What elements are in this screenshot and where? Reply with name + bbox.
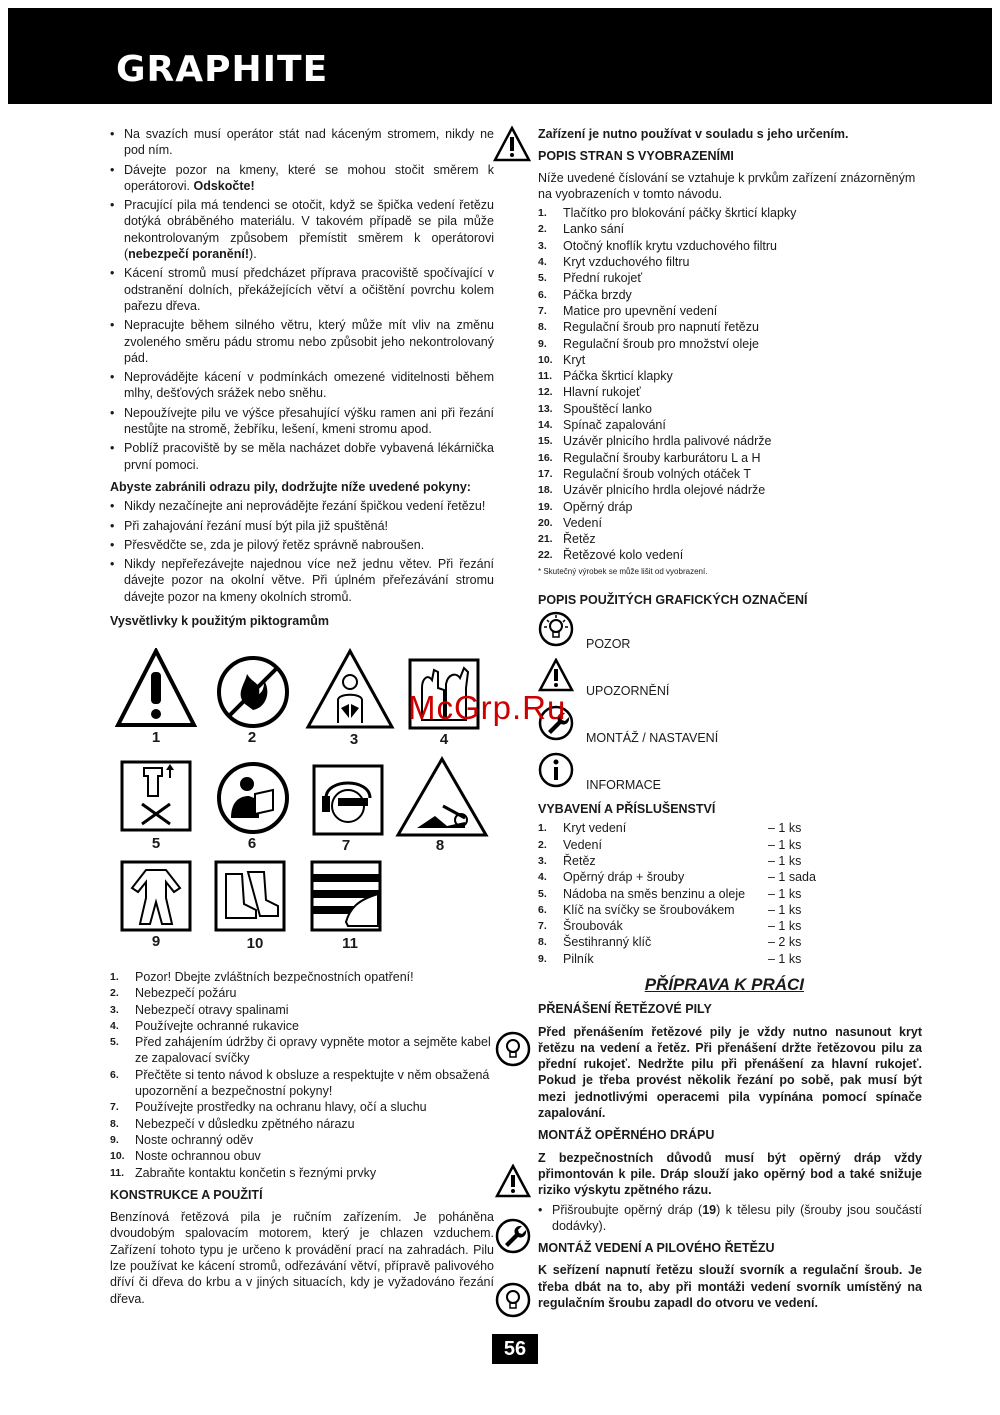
list-item: • Neprovádějte kácení v podmínkách omezené viditelnosti během mlhy, dešťových srážek nebo sněhu. xyxy=(110,369,494,402)
pictogram-label: 5 xyxy=(151,835,161,852)
transport-text: Před přenášením řetězové pily je vždy nutno nasunout kryt řetězu na vedení a řetěz. Při přenášení držte řetězovou pilu za přední rukojeť. Nedržte pilu při přenášení za hlavní rukojeť. Pokud je třeba provést několik řezání po sobě, pak musí být mezi jednotlivými operacemi pila vypínána pomocí spínače zapalování. xyxy=(538,1024,922,1121)
brand-logo: GRAPHITE xyxy=(116,49,329,90)
pictogram-label: 2 xyxy=(247,729,257,746)
lightbulb-icon xyxy=(538,611,574,647)
section-title: PŘÍPRAVA K PRÁCI xyxy=(644,974,804,994)
pictogram-heading: Vysvětlivky k použitým piktogramům xyxy=(110,614,330,629)
list-item: 4. Kryt vzduchového filtru xyxy=(538,255,690,270)
list-item: 1. Pozor! Dbejte zvláštních bezpečnostních opatření! xyxy=(110,970,414,984)
accessories-heading: VYBAVENÍ A PŘÍSLUŠENSTVÍ xyxy=(538,802,716,817)
spark-plug-icon xyxy=(120,760,192,832)
transport-heading: PŘENÁŠENÍ ŘETĚZOVÉ PILY xyxy=(538,1002,712,1017)
konstrukce-heading: KONSTRUKCE A POUŽITÍ xyxy=(110,1187,263,1202)
read-manual-icon xyxy=(215,760,291,836)
list-item: 7. Používejte prostředky na ochranu hlavy, očí a sluchu xyxy=(110,1100,427,1115)
list-item: • Nepoužívejte pilu ve výšce přesahující výšku ramen ani při řezání nestůjte na stromě, žebříku, lešení, kmeni stromu apod. xyxy=(110,405,494,438)
symbol-label: UPOZORNĚNÍ xyxy=(586,684,670,699)
popis-heading: POPIS STRAN S VYOBRAZENÍMI xyxy=(538,149,734,164)
table-row: 3. Řetěz – 1 ks xyxy=(538,853,802,868)
list-item: • Přesvědčte se, zda je pilový řetěz správně nabroušen. xyxy=(110,537,494,553)
caution-icon xyxy=(495,1164,531,1198)
list-item: • Na svazích musí operátor stát nad káceným stromem, nikdy ne pod ním. xyxy=(110,126,494,159)
pictogram-label: 11 xyxy=(342,935,358,952)
list-item: 9. Regulační šroub pro množství oleje xyxy=(538,336,759,351)
header-bar xyxy=(8,8,992,104)
pictogram-label: 10 xyxy=(246,935,264,952)
symbol-label: MONTÁŽ / NASTAVENÍ xyxy=(586,731,719,746)
list-item: • Dávejte pozor na kmeny, které se mohou stočit směrem k operátorovi. Odskočte! xyxy=(110,162,494,195)
list-item: • Kácení stromů musí předcházet příprava pracoviště spočívající v odstranění dolních, překážejících větví a očištění povrchu kolem pařezu dřeva. xyxy=(110,265,494,314)
page-number: 56 xyxy=(492,1334,538,1364)
table-row: 5. Nádoba na směs benzinu a oleje – 1 ks xyxy=(538,886,802,901)
watermark: McGrp.Ru xyxy=(408,689,567,726)
left-column xyxy=(110,126,494,632)
claw-bullets xyxy=(538,1202,922,1235)
lightbulb-icon xyxy=(495,1282,531,1318)
symbol-row xyxy=(538,658,922,705)
list-item: 8. Nebezpečí v důsledku zpětného nárazu xyxy=(110,1116,355,1131)
list-item: 14. Spínač zapalování xyxy=(538,418,666,433)
list-item: • Poblíž pracoviště by se měla nacházet dobře vybavená lékárnička první pomoci. xyxy=(110,440,494,473)
kickback-bullets xyxy=(110,498,494,605)
info-icon xyxy=(538,752,574,788)
popis-intro: Níže uvedené číslování se vztahuje k prvkům zařízení znázorněným na vyobrazeních v tomto návodu. xyxy=(538,170,916,201)
list-item: • Nepracujte během silného větru, který může mít vliv na změnu zvoleného směru pádu stromu nebo způsobit jeho nekontrolovaný pád. xyxy=(110,317,494,366)
lightbulb-icon xyxy=(495,1031,531,1067)
pictogram-legend xyxy=(110,969,494,1181)
list-item: • Nikdy nezačínejte ani neprovádějte řezání špičkou vedení řetězu! xyxy=(110,498,494,514)
claw-heading: MONTÁŽ OPĚRNÉHO DRÁPU xyxy=(538,1128,715,1143)
toxic-fumes-icon xyxy=(305,648,395,730)
footnote: * Skutečný výrobek se může lišit od vyobrazení. xyxy=(538,566,708,576)
list-item: 11. Zabraňte kontaktu končetin s řeznými prvky xyxy=(110,1165,377,1180)
list-item: 2. Lanko sání xyxy=(538,222,625,237)
pictogram-label: 6 xyxy=(247,835,257,852)
symbol-row xyxy=(538,752,922,799)
list-item: 13. Spouštěcí lanko xyxy=(538,401,652,416)
table-row: 6. Klíč na svíčky se šroubovákem – 1 ks xyxy=(538,902,802,917)
kickback-icon xyxy=(395,756,489,838)
list-item: 11. Páčka škrticí klapky xyxy=(538,369,673,384)
left-column-lower xyxy=(110,969,494,1310)
list-item: 3. Nebezpečí otravy spalinami xyxy=(110,1002,289,1017)
list-item: 16. Regulační šrouby karburátoru L a H xyxy=(538,450,761,465)
safety-boots-icon xyxy=(214,860,286,932)
pictogram-label: 7 xyxy=(341,837,351,854)
symbol-label: POZOR xyxy=(586,637,631,652)
no-fire-icon xyxy=(215,654,291,730)
list-item: • Přišroubujte opěrný dráp (19) k tělesu pily (šrouby jsou součástí dodávky). xyxy=(538,1202,922,1235)
guide-heading: MONTÁŽ VEDENÍ A PILOVÉHO ŘETĚZU xyxy=(538,1241,775,1256)
list-item: • Při zahajování řezání musí být pila již spuštěná! xyxy=(110,518,494,534)
list-item: 5. Před zahájením údržby či opravy vypněte motor a sejměte kabel ze zapalovací svíčky xyxy=(110,1035,491,1066)
list-item: 15. Uzávěr plnicího hrdla palivové nádrže xyxy=(538,434,772,449)
table-row: 4. Opěrný dráp + šrouby – 1 sada xyxy=(538,870,816,885)
list-item: 4. Používejte ochranné rukavice xyxy=(110,1018,299,1033)
list-item: 9. Noste ochranný oděv xyxy=(110,1132,254,1147)
list-item: 7. Matice pro upevnění vedení xyxy=(538,303,718,318)
wrench-icon xyxy=(495,1218,531,1254)
accessories-table xyxy=(538,820,816,967)
list-item: 19. Opěrný dráp xyxy=(538,499,633,514)
table-row: 7. Šroubovák – 1 ks xyxy=(538,919,802,934)
safety-bullets xyxy=(110,126,494,473)
pictogram-label: 1 xyxy=(151,729,161,746)
pictogram-label: 9 xyxy=(151,933,161,950)
kickback-heading: Abyste zabránili odrazu pily, dodržujte níže uvedené pokyny: xyxy=(110,479,471,494)
head-protection-icon xyxy=(312,764,384,836)
right-column xyxy=(538,126,922,1314)
pictogram-label: 3 xyxy=(349,731,359,748)
list-item: 22. Řetězové kolo vedení xyxy=(538,548,684,563)
list-item: 8. Regulační šroub pro napnutí řetězu xyxy=(538,320,759,335)
list-item: 2. Nebezpečí požáru xyxy=(110,986,237,1001)
list-item: 1. Tlačítko pro blokování páčky škrticí klapky xyxy=(538,206,797,221)
guide-text: K seřízení napnutí řetězu slouží svorník a regulační šroub. Je třeba dbát na to, aby při montáži vedení svorník umístěný na regulačním šroubu zapadl do otvoru ve vedení. xyxy=(538,1263,922,1311)
intro-text: Zařízení je nutno používat v souladu s jeho určením. xyxy=(538,127,849,141)
list-item: 10. Noste ochrannou obuv xyxy=(110,1149,261,1164)
list-item: 5. Přední rukojeť xyxy=(538,271,643,286)
symbols-heading: POPIS POUŽITÝCH GRAFICKÝCH OZNAČENÍ xyxy=(538,592,808,607)
protective-clothing-icon xyxy=(120,860,192,932)
list-item: • Pracující pila má tendenci se otočit, když se špička vedení řetězu dotýká obráběného materiálu. V takovém případě se pila může nekontrolovaným způsobem přemístit směrem k operátorovi (nebezpečí poranění!). xyxy=(110,197,494,262)
list-item: 3. Otočný knoflík krytu vzduchového filtru xyxy=(538,238,777,253)
list-item: 10. Kryt xyxy=(538,352,586,367)
warning-icon xyxy=(493,126,531,162)
pictogram-label: 8 xyxy=(435,837,445,854)
warning-triangle-icon xyxy=(115,648,197,728)
table-row: 1. Kryt vedení – 1 ks xyxy=(538,821,802,836)
symbol-label: INFORMACE xyxy=(586,778,661,793)
list-item: 20. Vedení xyxy=(538,515,602,530)
table-row: 8. Šestihranný klíč – 2 ks xyxy=(538,935,802,950)
parts-list xyxy=(538,205,922,564)
list-item: 6. Páčka brzdy xyxy=(538,287,632,302)
table-row: 9. Pilník – 1 ks xyxy=(538,951,802,966)
list-item: 21. Řetěz xyxy=(538,532,596,547)
hand-cutting-icon xyxy=(310,860,382,932)
list-item: 18. Uzávěr plnicího hrdla olejové nádrže xyxy=(538,483,766,498)
claw-text: Z bezpečnostních důvodů musí být opěrný dráp vždy přimontován k pile. Dráp slouží jako opěrný bod a také snižuje riziko výskytu zpětného rázu. xyxy=(538,1150,922,1198)
konstrukce-text: Benzínová řetězová pila je ručním zařízením. Je poháněna dvoudobým spalovacím motorem, který je chlazen vzduchem. Zařízení tohoto typu je určeno k provádění prací na zahradách. Pilu lze používat ke kácení stromů, odřezávání větví, přípravě palivového dříví či dřeva do krbu a v jiných situacích, kdy je vyžadováno řezání dřeva. xyxy=(110,1210,494,1306)
table-row: 2. Vedení – 1 ks xyxy=(538,837,802,852)
pictogram-label: 4 xyxy=(439,731,449,748)
list-item: 6. Přečtěte si tento návod k obsluze a respektujte v něm obsažená upozornění a bezpečnostní pokyny! xyxy=(110,1067,490,1099)
list-item: 12. Hlavní rukojeť xyxy=(538,385,641,400)
caution-icon xyxy=(538,658,574,692)
list-item: 17. Regulační šroub volných otáček T xyxy=(538,466,752,481)
list-item: • Nikdy nepřeřezávejte najednou více než jednu větev. Při řezání dávejte pozor na okolní větve. Při úplném přeřezávání stromu dávejte pozor na kmeny okolních stromů. xyxy=(110,556,494,605)
symbol-row xyxy=(538,611,922,658)
symbol-row xyxy=(538,705,922,752)
